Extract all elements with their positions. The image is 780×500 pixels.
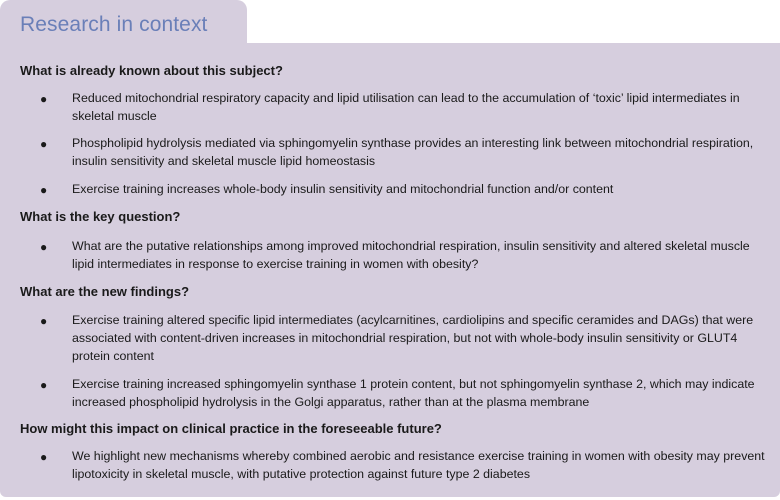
section-heading-known: What is already known about this subject? <box>20 63 283 78</box>
bullet-icon: ● <box>40 378 48 392</box>
bullet-icon: ● <box>40 240 48 254</box>
bullet-icon: ● <box>40 137 48 151</box>
bullet-icon: ● <box>40 92 48 106</box>
bullet-known-1: Reduced mitochondrial respiratory capacity and lipid utilisation can lead to the accumulation of ‘toxic’ lipid intermediates in skeletal muscle <box>72 91 740 123</box>
title-tab <box>0 0 247 44</box>
bullet-findings-1: Exercise training altered specific lipid intermediates (acylcarnitines, cardiolipins and specific ceramides and DAGs) that were associated with content-driven increases in mitochondrial respiration, but not with whole-body insulin sensitivity or GLUT4 protein content <box>72 313 754 363</box>
bullet-clinical-1: We highlight new mechanisms whereby combined aerobic and resistance exercise training in women with obesity may prevent lipotoxicity in skeletal muscle, with putative protection against future type 2 diabetes <box>72 449 765 481</box>
bullet-key-question-1: What are the putative relationships among improved mitochondrial respiration, insulin sensitivity and altered skeletal muscle lipid intermediates in response to exercise training in women with obesity? <box>72 239 750 271</box>
bullet-icon: ● <box>40 183 48 197</box>
bullet-known-2: Phospholipid hydrolysis mediated via sphingomyelin synthase provides an interesting link between mitochondrial respiration, insulin sensitivity and skeletal muscle lipid homeostasis <box>72 136 754 168</box>
section-heading-key-question: What is the key question? <box>20 209 181 224</box>
box-title: Research in context <box>20 13 208 36</box>
bullet-icon: ● <box>40 314 48 328</box>
section-heading-new-findings: What are the new findings? <box>20 284 190 299</box>
section-heading-clinical-impact: How might this impact on clinical practice in the foreseeable future? <box>20 421 442 436</box>
bullet-known-3: Exercise training increases whole-body insulin sensitivity and mitochondrial function and/or content <box>72 182 614 196</box>
bullet-icon: ● <box>40 450 48 464</box>
bullet-findings-2: Exercise training increased sphingomyelin synthase 1 protein content, but not sphingomyelin synthase 2, which may indicate increased phospholipid hydrolysis in the Golgi apparatus, rather than at the plasma membrane <box>72 377 755 409</box>
